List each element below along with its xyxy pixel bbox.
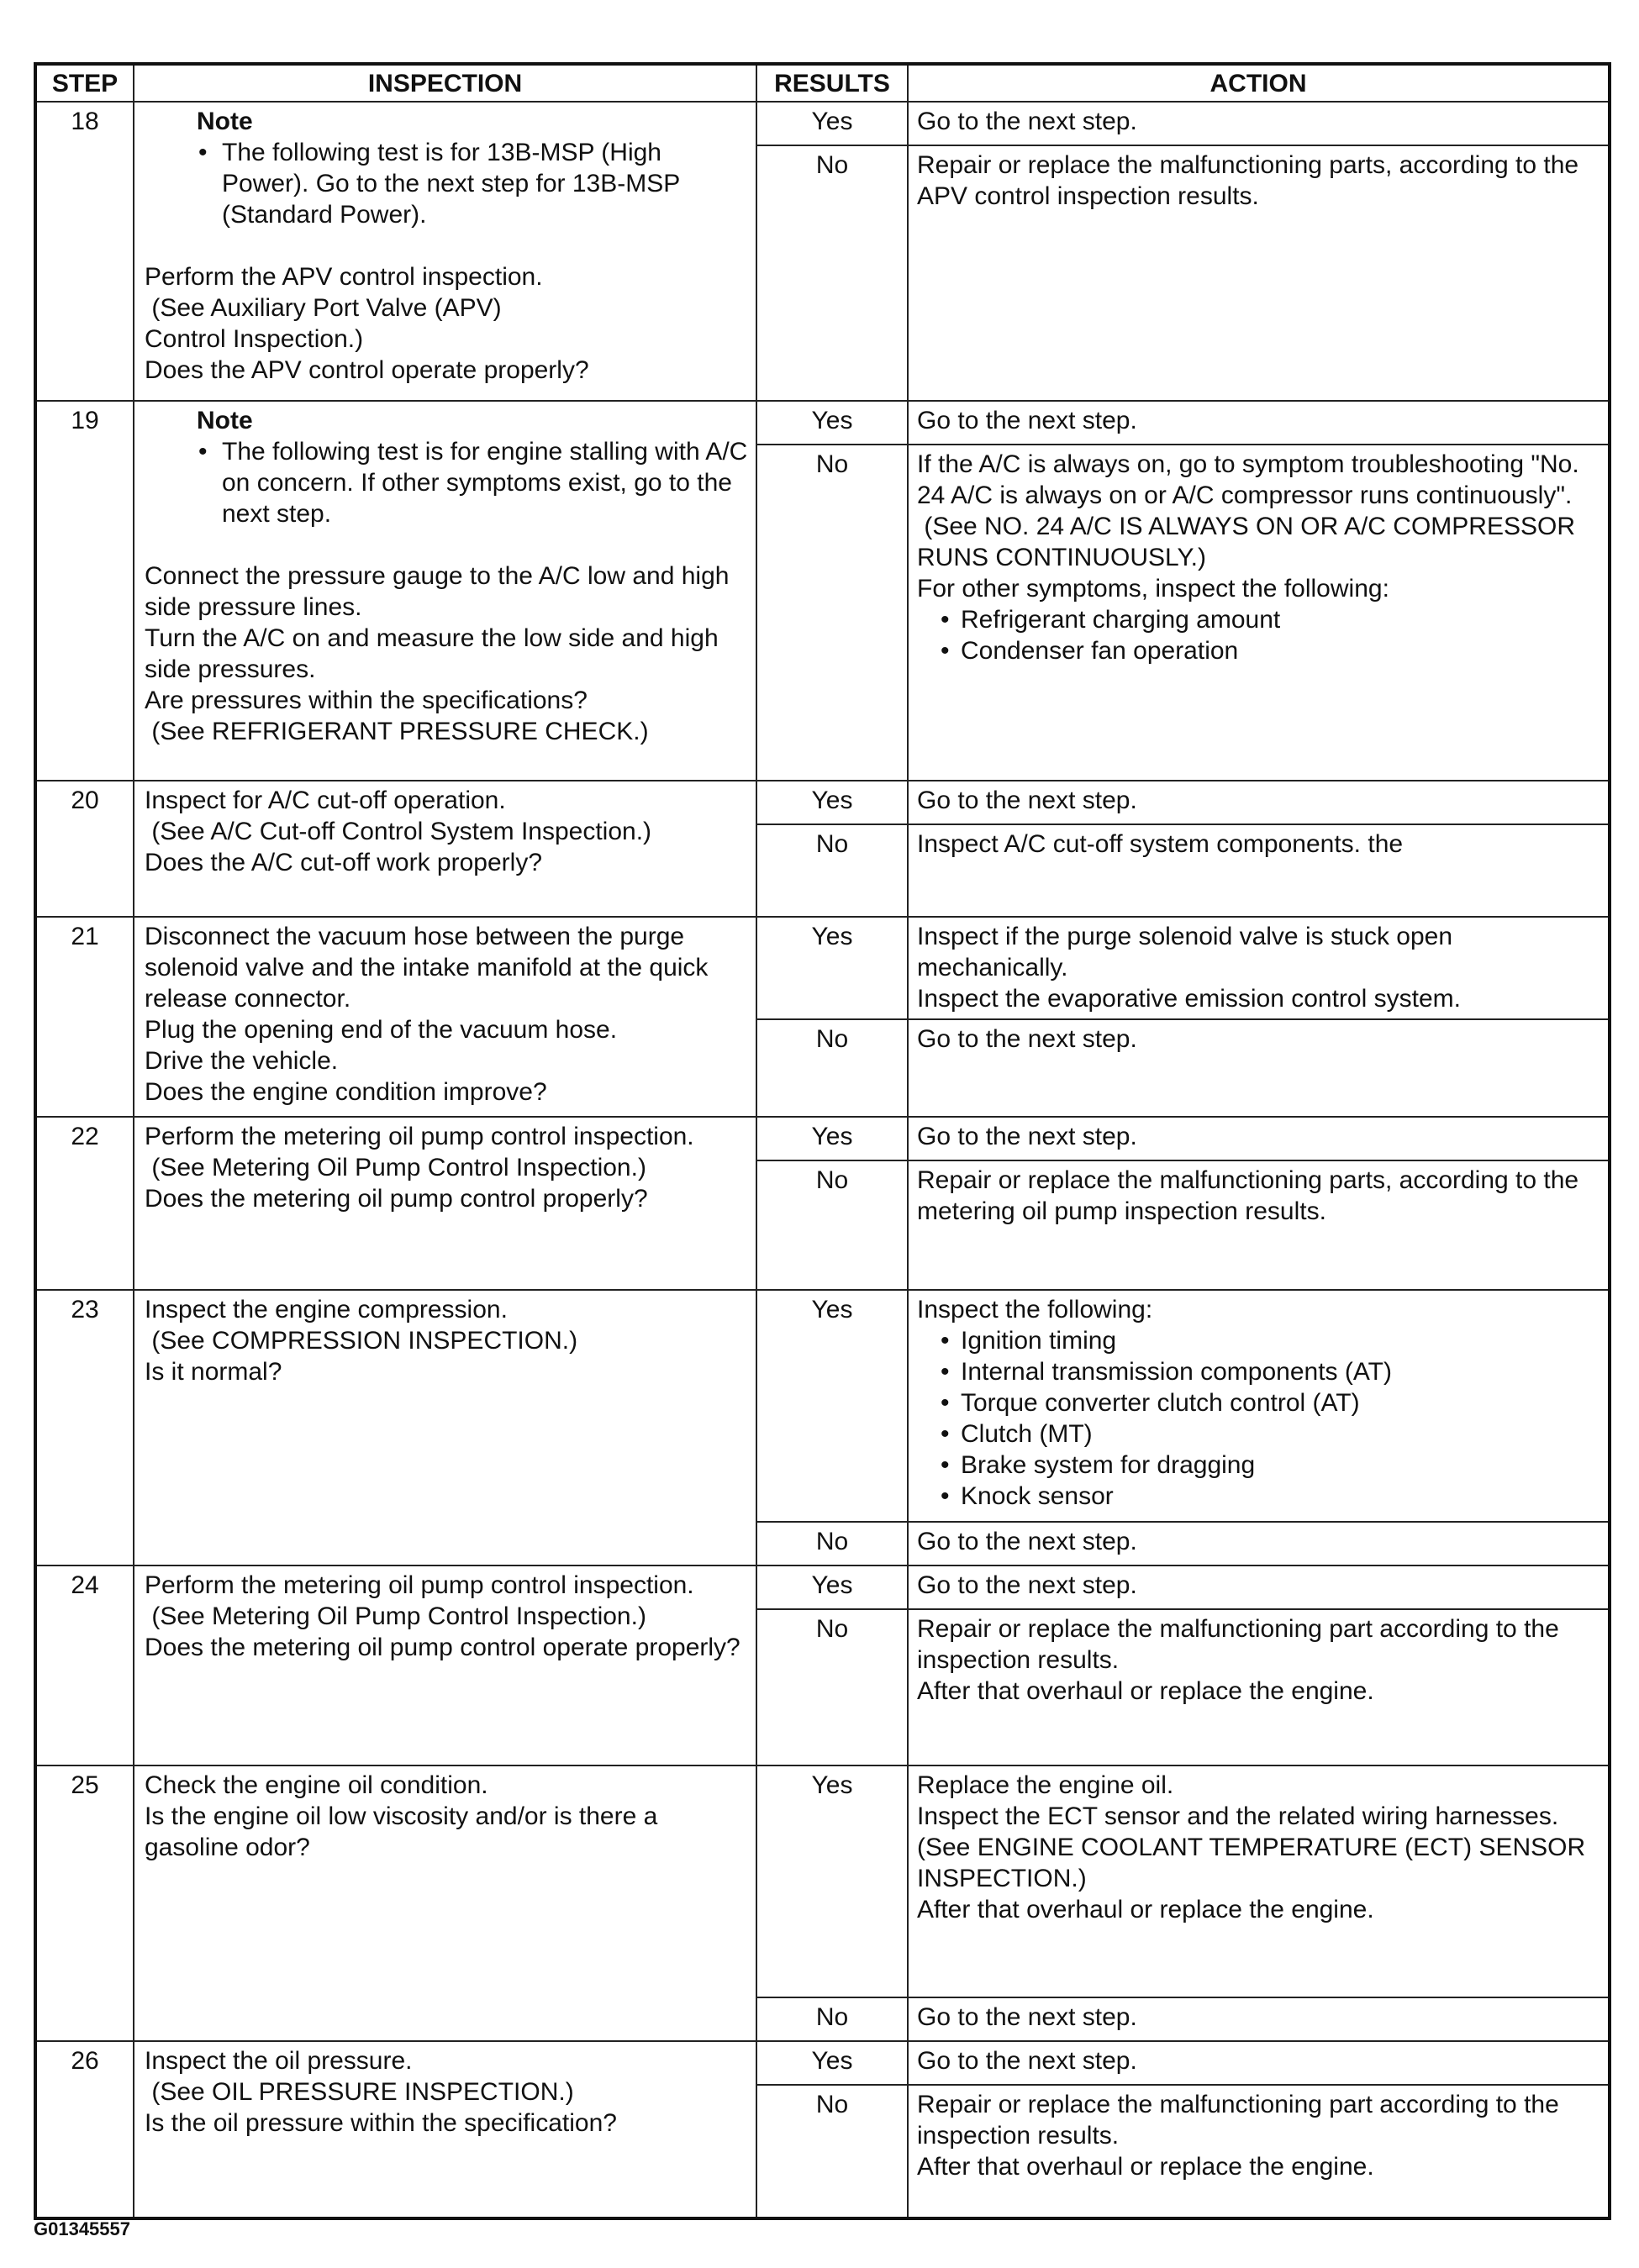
action-cell: [908, 445, 1610, 781]
action-cell: [908, 781, 1610, 824]
header-action: ACTION: [908, 64, 1610, 102]
step-number: 23: [35, 1290, 134, 1565]
result-value: Yes: [756, 102, 908, 145]
inspection-cell: [134, 1765, 756, 2041]
result-value: No: [756, 145, 908, 401]
result-value: Yes: [756, 401, 908, 445]
result-value: Yes: [756, 2041, 908, 2085]
action-text: Go to the next step.: [917, 2047, 1137, 2075]
table-row: [35, 1290, 1610, 1522]
action-cell: [908, 1765, 1610, 1997]
result-value: No: [756, 1160, 908, 1290]
action-text: Inspect A/C cut-off system components. the: [917, 830, 1404, 858]
result-value: No: [756, 1609, 908, 1765]
action-cell: [908, 917, 1610, 1019]
note-list: [145, 436, 749, 529]
inspection-cell: [134, 102, 756, 401]
header-row: [35, 64, 1610, 102]
action-bullet: • Ignition timing: [917, 1325, 1601, 1356]
result-value: No: [756, 1997, 908, 2041]
action-bullet: • Brake system for dragging: [917, 1450, 1601, 1481]
action-cell: [908, 1117, 1610, 1160]
step-number: 26: [35, 2041, 134, 2218]
note-list: [145, 137, 749, 230]
action-text: Go to the next step.: [917, 1123, 1137, 1150]
step-number: 21: [35, 917, 134, 1117]
action-cell: [908, 145, 1610, 401]
document-id: G01345557: [34, 2218, 130, 2239]
action-cell: [908, 1565, 1610, 1609]
inspection-text: Perform the metering oil pump control inspection. (See Metering Oil Pump Control Inspection.) Does the metering oil pump control properly?: [145, 1123, 694, 1213]
step-number: 18: [35, 102, 134, 401]
action-text: Go to the next step.: [917, 407, 1137, 434]
troubleshooting-table: [34, 62, 1611, 2220]
inspection-text: Connect the pressure gauge to the A/C low and high side pressure lines. Turn the A/C on and measure the low side and high side pressures. Are pressures within the specifications? (See REFRIGERANT PRESSURE CHECK.): [145, 562, 730, 745]
step-number: 19: [35, 401, 134, 781]
inspection-cell: [134, 781, 756, 917]
table-row: [35, 2041, 1610, 2085]
note-block: [145, 405, 749, 529]
result-value: Yes: [756, 1565, 908, 1609]
action-text: If the A/C is always on, go to symptom troubleshooting "No. 24 A/C is always on or A/C compressor runs continuously". (See NO. 24 A/C IS ALWAYS ON OR A/C COMPRESSOR RUNS CONTINUOUSLY.) For other symptoms, inspect the following:: [917, 450, 1579, 603]
action-bullet: • Knock sensor: [917, 1481, 1601, 1512]
table-row: [35, 781, 1610, 824]
action-bullets: [917, 604, 1601, 666]
action-text: Go to the next step.: [917, 787, 1137, 814]
action-bullet: • Condenser fan operation: [917, 635, 1601, 666]
inspection-text: Inspect the oil pressure. (See OIL PRESSURE INSPECTION.) Is the oil pressure within the specification?: [145, 2047, 617, 2137]
table-row: [35, 1765, 1610, 1997]
action-cell: [908, 1609, 1610, 1765]
inspection-text: Disconnect the vacuum hose between the purge solenoid valve and the intake manifold at the quick release connector. Plug the opening end of the vacuum hose. Drive the vehicle. Does the engine condition improve?: [145, 923, 709, 1106]
action-bullet: • Clutch (MT): [917, 1418, 1601, 1450]
table-row: [35, 401, 1610, 445]
action-text: Go to the next step.: [917, 108, 1137, 135]
action-bullets: [917, 1325, 1601, 1512]
header-step: STEP: [35, 64, 134, 102]
header-inspection: INSPECTION: [134, 64, 756, 102]
action-cell: [908, 1160, 1610, 1290]
note-block: [145, 106, 749, 230]
step-number: 20: [35, 781, 134, 917]
inspection-cell: [134, 1565, 756, 1765]
note-title: Note: [197, 407, 253, 434]
action-text: Repair or replace the malfunctioning part according to the inspection results. After that overhaul or replace the engine.: [917, 2091, 1559, 2181]
action-cell: [908, 2085, 1610, 2218]
result-value: Yes: [756, 781, 908, 824]
header-results: RESULTS: [756, 64, 908, 102]
inspection-text: Inspect the engine compression. (See COMPRESSION INSPECTION.) Is it normal?: [145, 1296, 578, 1386]
inspection-cell: [134, 401, 756, 781]
action-text: Replace the engine oil. Inspect the ECT sensor and the related wiring harnesses. (See ENGINE COOLANT TEMPERATURE (ECT) SENSOR INSPECTION.) After that overhaul or replace the engine.: [917, 1771, 1586, 1923]
table-row: [35, 917, 1610, 1019]
step-number: 22: [35, 1117, 134, 1290]
result-value: Yes: [756, 917, 908, 1019]
action-text: Go to the next step.: [917, 1528, 1137, 1555]
action-text: Repair or replace the malfunctioning parts, according to the APV control inspection results.: [917, 151, 1584, 210]
inspection-cell: [134, 1117, 756, 1290]
action-bullet: • Internal transmission components (AT): [917, 1356, 1601, 1387]
action-cell: [908, 1290, 1610, 1522]
action-cell: [908, 1522, 1610, 1565]
result-value: No: [756, 1522, 908, 1565]
action-cell: [908, 824, 1610, 917]
action-cell: [908, 1019, 1610, 1117]
inspection-cell: [134, 2041, 756, 2218]
table-row: [35, 102, 1610, 145]
action-text: Repair or replace the malfunctioning parts, according to the metering oil pump inspection results.: [917, 1166, 1586, 1225]
result-value: No: [756, 1019, 908, 1117]
inspection-cell: [134, 917, 756, 1117]
step-number: 25: [35, 1765, 134, 2041]
inspection-text: Check the engine oil condition. Is the engine oil low viscosity and/or is there a gasoline odor?: [145, 1771, 658, 1861]
action-bullet: • Torque converter clutch control (AT): [917, 1387, 1601, 1418]
result-value: Yes: [756, 1290, 908, 1522]
action-text: Inspect the following:: [917, 1296, 1153, 1323]
action-text: Go to the next step.: [917, 1025, 1137, 1053]
inspection-text: Perform the metering oil pump control inspection. (See Metering Oil Pump Control Inspection.) Does the metering oil pump control operate properly?: [145, 1571, 740, 1661]
result-value: Yes: [756, 1765, 908, 1997]
action-cell: [908, 2041, 1610, 2085]
action-cell: [908, 1997, 1610, 2041]
troubleshooting-sheet: [34, 62, 1608, 2220]
note-title: Note: [197, 108, 253, 135]
result-value: Yes: [756, 1117, 908, 1160]
inspection-text: Inspect for A/C cut-off operation. (See A/C Cut-off Control System Inspection.) Does the A/C cut-off work properly?: [145, 787, 652, 876]
action-text: Go to the next step.: [917, 2003, 1137, 2031]
table-body: [35, 102, 1610, 2218]
inspection-text: Perform the APV control inspection. (See Auxiliary Port Valve (APV) Control Inspection.) Does the APV control operate properly?: [145, 263, 589, 384]
result-value: No: [756, 445, 908, 781]
result-value: No: [756, 824, 908, 917]
step-number: 24: [35, 1565, 134, 1765]
action-text: Inspect if the purge solenoid valve is stuck open mechanically. Inspect the evaporative emission control system.: [917, 923, 1461, 1013]
action-text: Go to the next step.: [917, 1571, 1137, 1599]
action-cell: [908, 102, 1610, 145]
note-item: • The following test is for 13B-MSP (High Power). Go to the next step for 13B-MSP (Standard Power).: [145, 137, 749, 230]
note-item: • The following test is for engine stalling with A/C on concern. If other symptoms exist, go to the next step.: [145, 436, 749, 529]
inspection-cell: [134, 1290, 756, 1565]
result-value: No: [756, 2085, 908, 2218]
action-text: Repair or replace the malfunctioning part according to the inspection results. After that overhaul or replace the engine.: [917, 1615, 1559, 1705]
action-cell: [908, 401, 1610, 445]
table-row: [35, 1565, 1610, 1609]
action-bullet: • Refrigerant charging amount: [917, 604, 1601, 635]
table-row: [35, 1117, 1610, 1160]
